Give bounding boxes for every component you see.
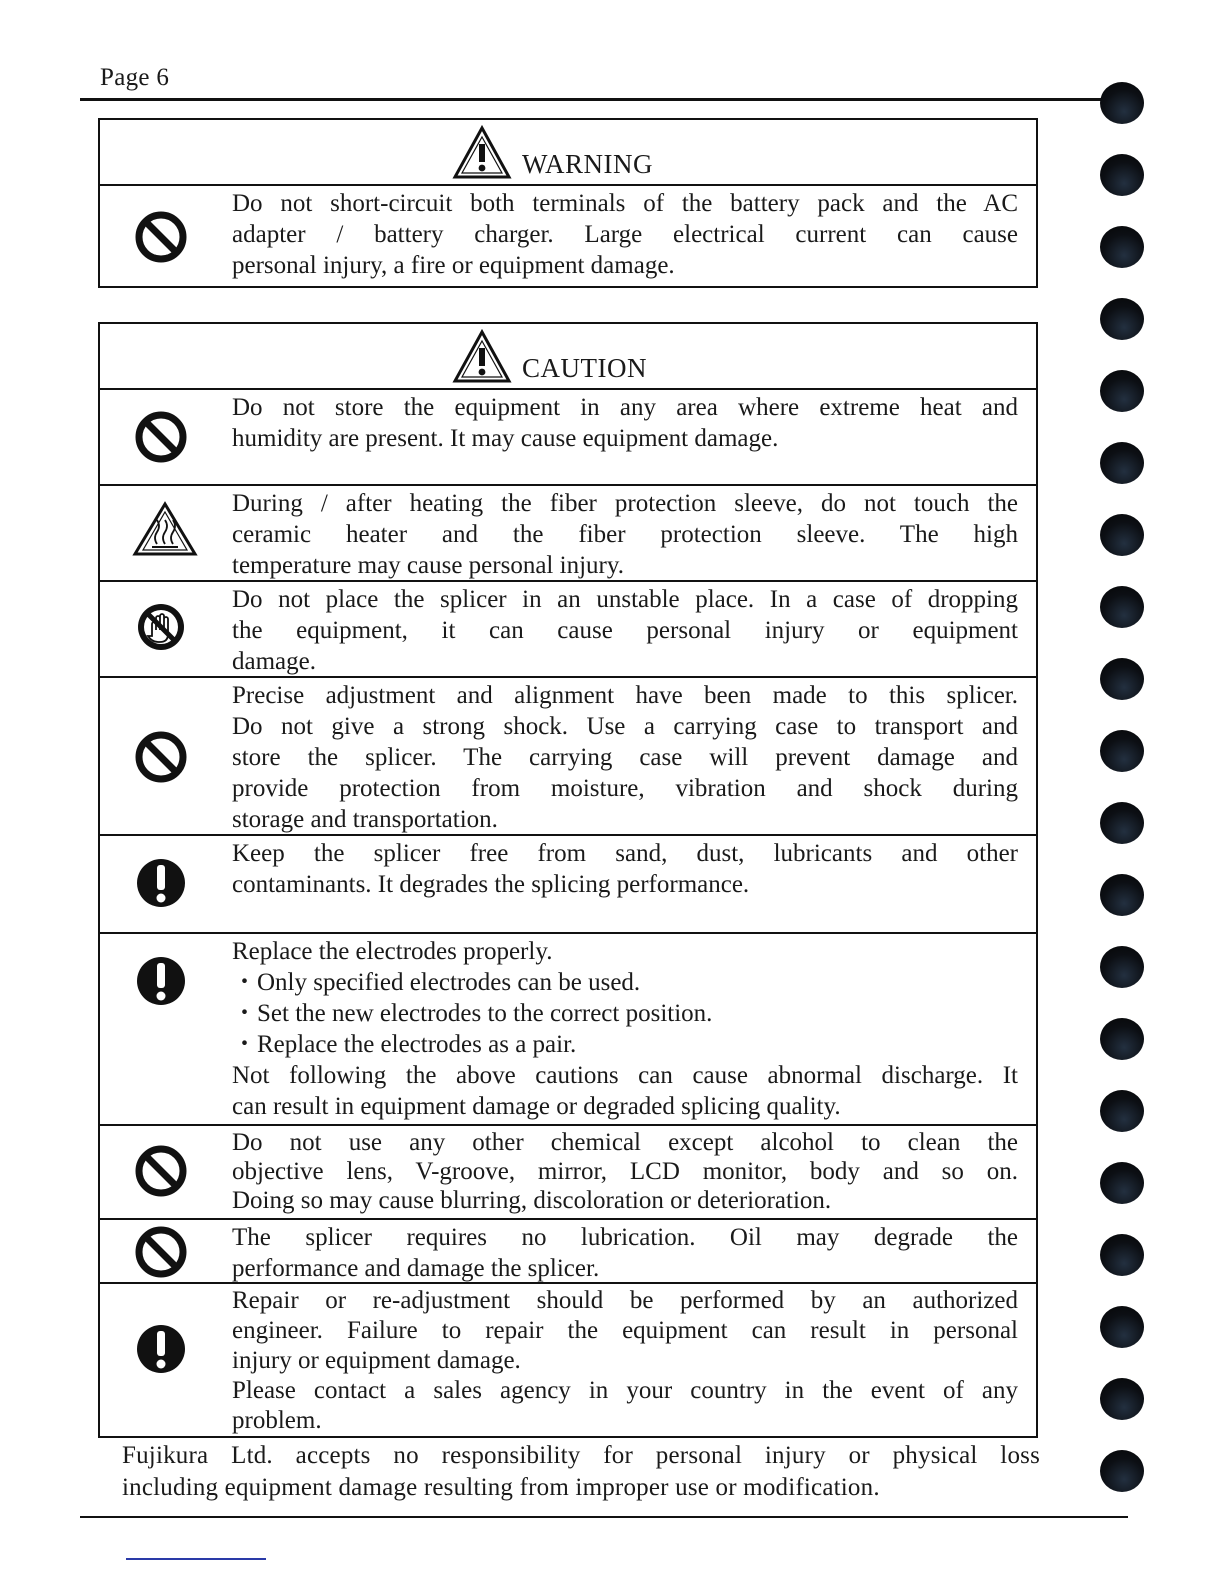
binding-hole xyxy=(1100,442,1144,484)
binding-hole xyxy=(1100,586,1144,628)
text-line: Please contact a sales agency in your country in the event of any xyxy=(232,1377,1018,1404)
text-line: provide protection from moisture, vibration and shock during xyxy=(232,775,1018,802)
text-line: Do not store the equipment in any area where extreme heat and xyxy=(232,394,1018,421)
caution-text xyxy=(232,392,1018,454)
binding-hole xyxy=(1100,1018,1144,1060)
caution-text xyxy=(232,936,1018,1122)
text-line: Not following the above cautions can cause abnormal discharge. It xyxy=(232,1062,1018,1089)
binding-hole xyxy=(1100,226,1144,268)
binding-hole xyxy=(1100,1090,1144,1132)
caution-row xyxy=(100,582,1036,678)
caution-text xyxy=(232,680,1018,835)
binding-hole xyxy=(1100,1234,1144,1276)
caution-row xyxy=(100,1220,1036,1284)
footnote-line: including equipment damage resulting from improper use or modification. xyxy=(122,1474,880,1501)
caution-row xyxy=(100,390,1036,486)
text-line: damage. xyxy=(232,648,316,675)
binding-hole xyxy=(1100,658,1144,700)
caution-text xyxy=(232,1128,1018,1215)
warning-title-bar xyxy=(100,120,1036,186)
footer-rule xyxy=(80,1516,1128,1518)
mandatory-action-icon xyxy=(132,854,190,917)
binding-hole xyxy=(1100,514,1144,556)
footnote-line: Fujikura Ltd. accepts no responsibility for personal injury or physical loss xyxy=(122,1442,1040,1469)
text-line: temperature may cause personal injury. xyxy=(232,552,624,579)
text-line: performance and damage the splicer. xyxy=(232,1255,600,1282)
mandatory-action-icon xyxy=(132,952,190,1015)
binding-hole xyxy=(1100,874,1144,916)
caution-text xyxy=(232,1222,1018,1284)
caution-row xyxy=(100,934,1036,1126)
mandatory-action-icon xyxy=(132,1320,190,1383)
text-line: Do not place the splicer in an unstable place. In a case of dropping xyxy=(232,586,1018,613)
text-line: ・Only specified electrodes can be used. xyxy=(232,969,641,996)
binding-hole xyxy=(1100,1378,1144,1420)
hot-surface-warning-icon xyxy=(132,500,198,563)
prohibition-icon xyxy=(132,728,190,791)
text-line: problem. xyxy=(232,1407,322,1434)
warning-text xyxy=(232,188,1018,281)
text-line: injury or equipment damage. xyxy=(232,1347,521,1374)
page-header: Page 6 xyxy=(100,64,170,91)
caution-row xyxy=(100,836,1036,934)
text-line: objective lens, V-groove, mirror, LCD monitor, body and so on. xyxy=(232,1158,1018,1185)
binding-hole xyxy=(1100,1162,1144,1204)
text-line: the equipment, it can cause personal injury or equipment xyxy=(232,617,1018,644)
text-line: During / after heating the fiber protection sleeve, do not touch the xyxy=(232,490,1018,517)
caution-row xyxy=(100,1284,1036,1438)
bottom-mark xyxy=(126,1558,266,1560)
binding-hole xyxy=(1100,370,1144,412)
text-line: Precise adjustment and alignment have been made to this splicer. xyxy=(232,682,1018,709)
text-line: adapter / battery charger. Large electrical current can cause xyxy=(232,221,1018,248)
text-line: can result in equipment damage or degraded splicing quality. xyxy=(232,1093,841,1120)
prohibition-icon xyxy=(132,208,190,271)
caution-title-bar xyxy=(100,324,1036,390)
text-line: storage and transportation. xyxy=(232,806,498,833)
text-line: Replace the electrodes properly. xyxy=(232,938,553,965)
text-line: Doing so may cause blurring, discoloration or deterioration. xyxy=(232,1187,832,1214)
text-line: ・Set the new electrodes to the correct position. xyxy=(232,1000,713,1027)
prohibition-icon xyxy=(132,408,190,471)
binding-holes xyxy=(1100,82,1150,1502)
warning-title: WARNING xyxy=(522,149,653,179)
text-line: contaminants. It degrades the splicing performance. xyxy=(232,871,750,898)
caution-box xyxy=(98,322,1038,1438)
warning-box xyxy=(98,118,1038,288)
binding-hole xyxy=(1100,1450,1144,1492)
caution-row xyxy=(100,1126,1036,1220)
text-line: Keep the splicer free from sand, dust, lubricants and other xyxy=(232,840,1018,867)
binding-hole xyxy=(1100,730,1144,772)
prohibition-icon xyxy=(132,1223,190,1286)
binding-hole xyxy=(1100,82,1144,124)
do-not-touch-icon xyxy=(132,598,190,661)
warning-triangle-icon xyxy=(452,124,512,180)
text-line: Do not short-circuit both terminals of the battery pack and the AC xyxy=(232,190,1018,217)
caution-text xyxy=(232,838,1018,900)
binding-hole xyxy=(1100,802,1144,844)
text-line: personal injury, a fire or equipment damage. xyxy=(232,252,675,279)
text-line: Repair or re-adjustment should be performed by an authorized xyxy=(232,1287,1018,1314)
text-line: The splicer requires no lubrication. Oil may degrade the xyxy=(232,1224,1018,1251)
caution-title: CAUTION xyxy=(522,353,647,383)
disclaimer-footnote xyxy=(122,1440,1040,1504)
header-rule xyxy=(80,98,1120,101)
caution-text xyxy=(232,1286,1018,1436)
caution-text xyxy=(232,488,1018,581)
caution-text xyxy=(232,584,1018,677)
binding-hole xyxy=(1100,298,1144,340)
text-line: ・Replace the electrodes as a pair. xyxy=(232,1031,577,1058)
text-line: engineer. Failure to repair the equipment can result in personal xyxy=(232,1317,1018,1344)
caution-row xyxy=(100,486,1036,582)
prohibition-icon xyxy=(132,1142,190,1205)
warning-row xyxy=(100,186,1036,288)
binding-hole xyxy=(1100,1306,1144,1348)
text-line: Do not give a strong shock. Use a carrying case to transport and xyxy=(232,713,1018,740)
text-line: store the splicer. The carrying case will prevent damage and xyxy=(232,744,1018,771)
text-line: ceramic heater and the fiber protection sleeve. The high xyxy=(232,521,1018,548)
binding-hole xyxy=(1100,946,1144,988)
text-line: humidity are present. It may cause equipment damage. xyxy=(232,425,779,452)
caution-row xyxy=(100,678,1036,836)
caution-triangle-icon xyxy=(452,328,512,384)
text-line: Do not use any other chemical except alcohol to clean the xyxy=(232,1129,1018,1156)
binding-hole xyxy=(1100,154,1144,196)
